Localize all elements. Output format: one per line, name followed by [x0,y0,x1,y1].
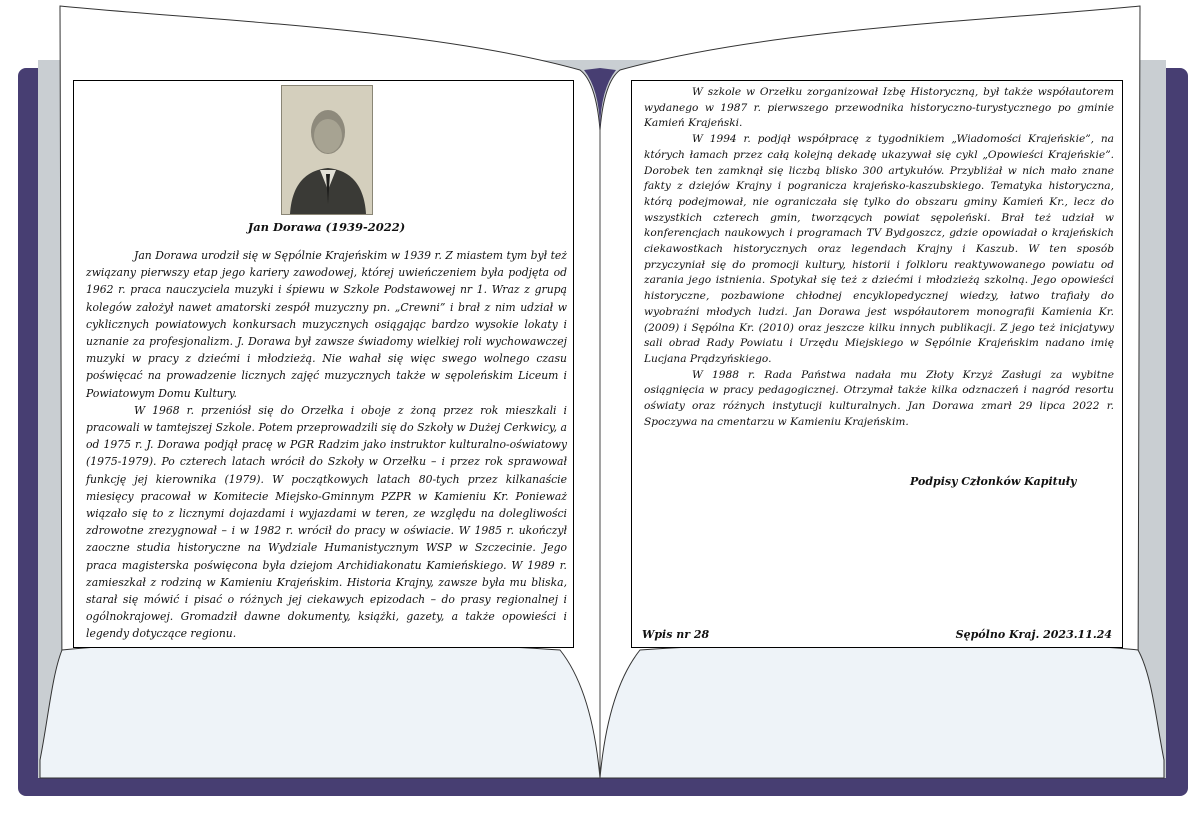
right-page-text-box [631,80,1123,648]
entry-number: Wpis nr 28 [642,628,710,641]
portrait-caption: Jan Dorawa (1939-2022) [247,220,406,234]
biography-paragraph-2: W 1968 r. przeniósł się do Orzełka i oboje z żoną przez rok mieszkali i pracowali w tamtejszej Szkole. Potem przeprowadzili się do Szkoły w Dużej Cerkwicy, a od 1975 r. J. Dorawa podjął pracę w PGR Radzim jako instruktor kulturalno-oświatowy (1975-1979). Po czterech latach wrócił do Szkoły w Orzełku – i przez rok sprawował funkcję jej kierownika (1979). W początkowych latach 80-tych przez kilkanaście miesięcy pracował w Komitecie Miejsko-Gminnym PZPR w Kamieniu Kr. Ponieważ wiązało się to z licznymi dojazdami i wyjazdami w teren, ze względu na dolegliwości zdrowotne zrezygnował – i w 1982 r. wrócił do pracy w oświacie. W 1985 r. ukończył zaoczne studia historyczne na Wydziale Humanistycznym WSP w Szczecinie. Jego praca magisterska poświęcona była dziejom Archidiakonatu Kamieńskiego. W 1989 r. zamieszkał z rodziną w Kamieniu Krajeńskim. Historia Krajny, zawsze była mu bliska, starał się mówić i pisać o różnych jej ciekawych epizodach – do prasy regionalnej i ogólnokrajowej. Gromadził dawne dokumenty, książki, gazety, a także opowieści i legendy dotyczące regionu. [86,403,567,641]
portrait-photo [281,85,373,215]
right-page-bottom-curl [600,643,1164,779]
biography-paragraph-5: W 1988 r. Rada Państwa nadała mu Złoty Krzyż Zasługi za wybitne osiągnięcia w pracy pedagogicznej. Otrzymał także kilka odznaczeń i nagród resortu oświaty oraz różnych instytucji kulturalnych. Jan Dorawa zmarł 29 lipca 2022 r. Spoczywa na cmentarzu w Kamieniu Krajeńskim. [644,368,1114,428]
biography-paragraph-3: W szkole w Orzełku zorganizował Izbę Historyczną, był także współautorem wydanego w 1987 r. pierwszego przewodnika historyczno-turystycznego po gminie Kamień Krajeński. [644,86,1114,130]
left-page-text-box [73,80,574,648]
signature-label: Podpisy Członków Kapituły [910,475,1077,488]
place-and-date: Sępólno Kraj. 2023.11.24 [955,628,1112,641]
left-page-bottom-curl [40,643,600,779]
biography-paragraph-1: Jan Dorawa urodził się w Sępólnie Krajeńskim w 1939 r. Z miastem tym był też związany pierwszy etap jego kariery zawodowej, której uwieńczeniem była podjęta od 1962 r. praca nauczyciela muzyki i śpiewu w Szkole Podstawowej nr 1. Wraz z grupą kolegów założył nawet amatorski zespół muzyczny pn. „Crewni” i brał z nim udział w cyklicznych powiatowych konkursach muzycznych osiągając bardzo wysokie lokaty i uznanie za profesjonalizm. J. Dorawa był zawsze świadomy wielkiej roli wychowawczej muzyki w pracy z dziećmi i młodzieżą. Nie wahał się więc swego wolnego czasu poświęcać na prowadzenie licznych zajęć muzycznych także w sępoleńskim Liceum i Powiatowym Domu Kultury. [86,249,567,400]
biography-paragraph-4: W 1994 r. podjął współpracę z tygodnikiem „Wiadomości Krajeńskie”, na których łamach przez całą kolejną dekadę ukazywał się cykl „Opowieści Krajeńskie”. Dorobek ten zamknął się liczbą blisko 300 artykułów. Przybliżał w nich mało znane fakty z dziejów Krajny i pogranicza krajeńsko-kaszubskiego. Tematyka historyczna, którą podejmował, nie ograniczała się tylko do obszaru gminy Kamień Kr., lecz do wszystkich czterech gmin, tworzących powiat sępoleński. Brał też udział w konferencjach naukowych i programach TV Bydgoszcz, gdzie opowiadał o krajeńskich ciekawostkach historycznych oraz legendach Krajny i Kaszub. W ten sposób przyczyniał się do promocji kultury, historii i folkloru reaktywowanego powiatu od zarania jego istnienia. Spotykał się też z dziećmi i młodzieżą szkolną. Jego opowieści historyczne, pozbawione chłodnej encyklopedycznej wiedzy, łatwo trafiały do wyobraźni młodych ludzi. Jan Dorawa jest współautorem monografii Kamienia Kr. (2009) i Sępólna Kr. (2010) oraz jeszcze kilku innych publikacji. Z jego też inicjatywy sali obrad Rady Powiatu i Urzędu Miejskiego w Sępólnie Krajeńskim nadano imię Lucjana Prądzyńskiego. [644,133,1114,365]
